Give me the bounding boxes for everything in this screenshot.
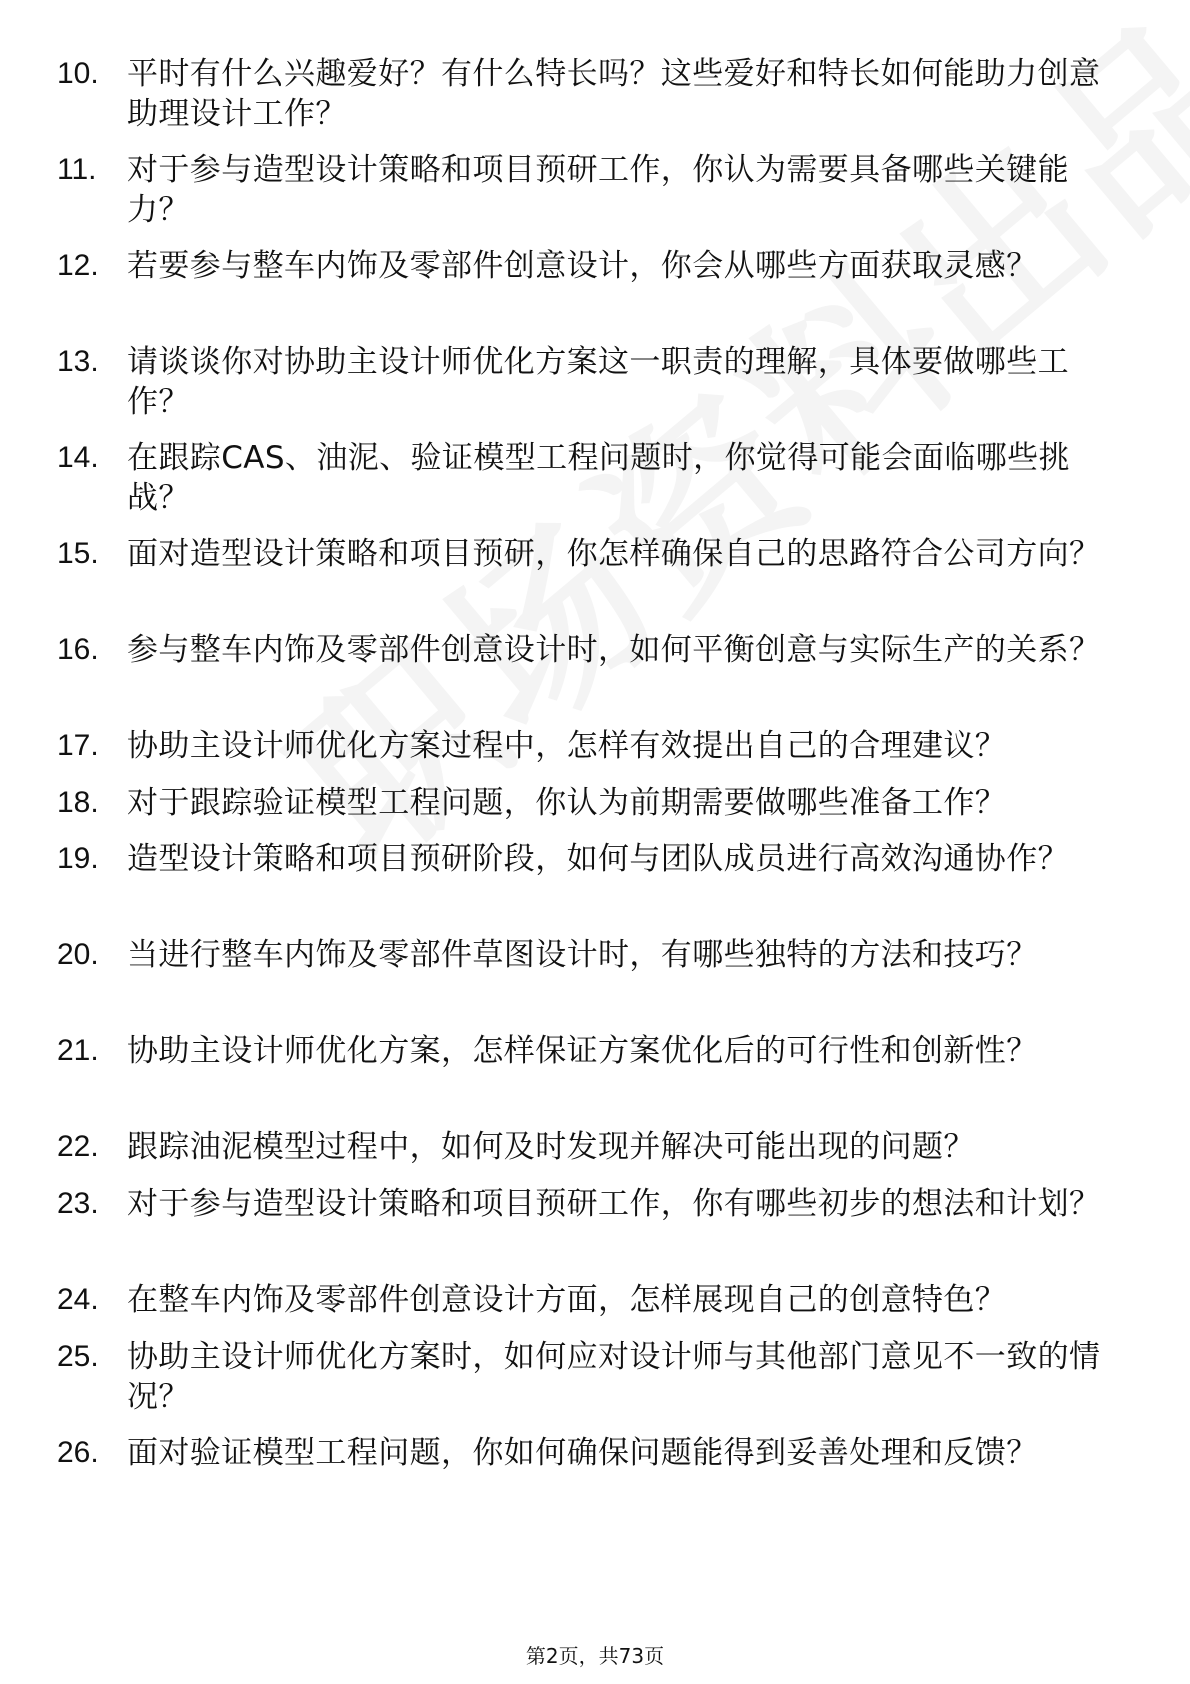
item-text: 当进行整车内饰及零部件草图设计时，有哪些独特的方法和技巧？ xyxy=(127,937,1038,973)
list-item xyxy=(57,839,1117,879)
list-item xyxy=(57,1280,1117,1320)
item-number: 10. xyxy=(57,57,99,90)
item-number: 15. xyxy=(57,537,99,570)
list-item xyxy=(57,246,1117,286)
item-text: 请谈谈你对协助主设计师优化方案这一职责的理解，具体要做哪些工作？ xyxy=(127,344,1069,420)
list-item xyxy=(57,726,1117,766)
item-text: 跟踪油泥模型过程中，如何及时发现并解决可能出现的问题？ xyxy=(127,1129,975,1165)
item-text: 协助主设计师优化方案，怎样保证方案优化后的可行性和创新性？ xyxy=(127,1033,1038,1069)
item-number: 21. xyxy=(57,1034,99,1067)
item-text: 若要参与整车内饰及零部件创意设计，你会从哪些方面获取灵感？ xyxy=(127,248,1038,284)
list-item xyxy=(57,438,1117,518)
item-number: 24. xyxy=(57,1283,99,1316)
list-item xyxy=(57,54,1117,134)
item-text: 对于参与造型设计策略和项目预研工作，你有哪些初步的想法和计划？ xyxy=(127,1186,1101,1222)
item-text: 在整车内饰及零部件创意设计方面，怎样展现自己的创意特色？ xyxy=(127,1282,1007,1318)
item-text: 对于参与造型设计策略和项目预研工作，你认为需要具备哪些关键能力？ xyxy=(127,152,1069,228)
list-item xyxy=(57,1337,1117,1417)
item-number: 20. xyxy=(57,938,99,971)
item-number: 12. xyxy=(57,249,99,282)
item-number: 19. xyxy=(57,842,99,875)
item-number: 11. xyxy=(57,153,97,186)
item-text: 在跟踪CAS、油泥、验证模型工程问题时，你觉得可能会面临哪些挑战？ xyxy=(127,440,1070,516)
item-text: 参与整车内饰及零部件创意设计时，如何平衡创意与实际生产的关系？ xyxy=(127,632,1101,668)
item-number: 26. xyxy=(57,1436,99,1469)
item-number: 17. xyxy=(57,729,99,762)
list-item xyxy=(57,150,1117,230)
item-number: 13. xyxy=(57,345,99,378)
item-number: 14. xyxy=(57,441,99,474)
list-item xyxy=(57,1127,1117,1167)
list-item xyxy=(57,1031,1117,1071)
list-item xyxy=(57,1184,1117,1224)
item-text: 造型设计策略和项目预研阶段，如何与团队成员进行高效沟通协作？ xyxy=(127,841,1069,877)
list-item xyxy=(57,534,1117,574)
item-text: 协助主设计师优化方案过程中，怎样有效提出自己的合理建议？ xyxy=(127,728,1007,764)
item-text: 协助主设计师优化方案时，如何应对设计师与其他部门意见不一致的情况？ xyxy=(127,1339,1101,1415)
list-item xyxy=(57,783,1117,823)
list-item xyxy=(57,630,1117,670)
list-item xyxy=(57,935,1117,975)
page-footer: 第2页，共73页 xyxy=(525,1644,665,1668)
item-number: 25. xyxy=(57,1340,99,1373)
item-text: 面对验证模型工程问题，你如何确保问题能得到妥善处理和反馈？ xyxy=(127,1435,1038,1471)
item-number: 22. xyxy=(57,1130,99,1163)
list-item xyxy=(57,342,1117,422)
item-text: 面对造型设计策略和项目预研，你怎样确保自己的思路符合公司方向？ xyxy=(127,536,1101,572)
item-text: 平时有什么兴趣爱好？有什么特长吗？这些爱好和特长如何能助力创意助理设计工作？ xyxy=(127,56,1101,132)
list-item xyxy=(57,1433,1117,1473)
item-text: 对于跟踪验证模型工程问题，你认为前期需要做哪些准备工作？ xyxy=(127,785,1007,821)
item-number: 23. xyxy=(57,1187,99,1220)
item-number: 18. xyxy=(57,786,99,819)
item-number: 16. xyxy=(57,633,99,666)
